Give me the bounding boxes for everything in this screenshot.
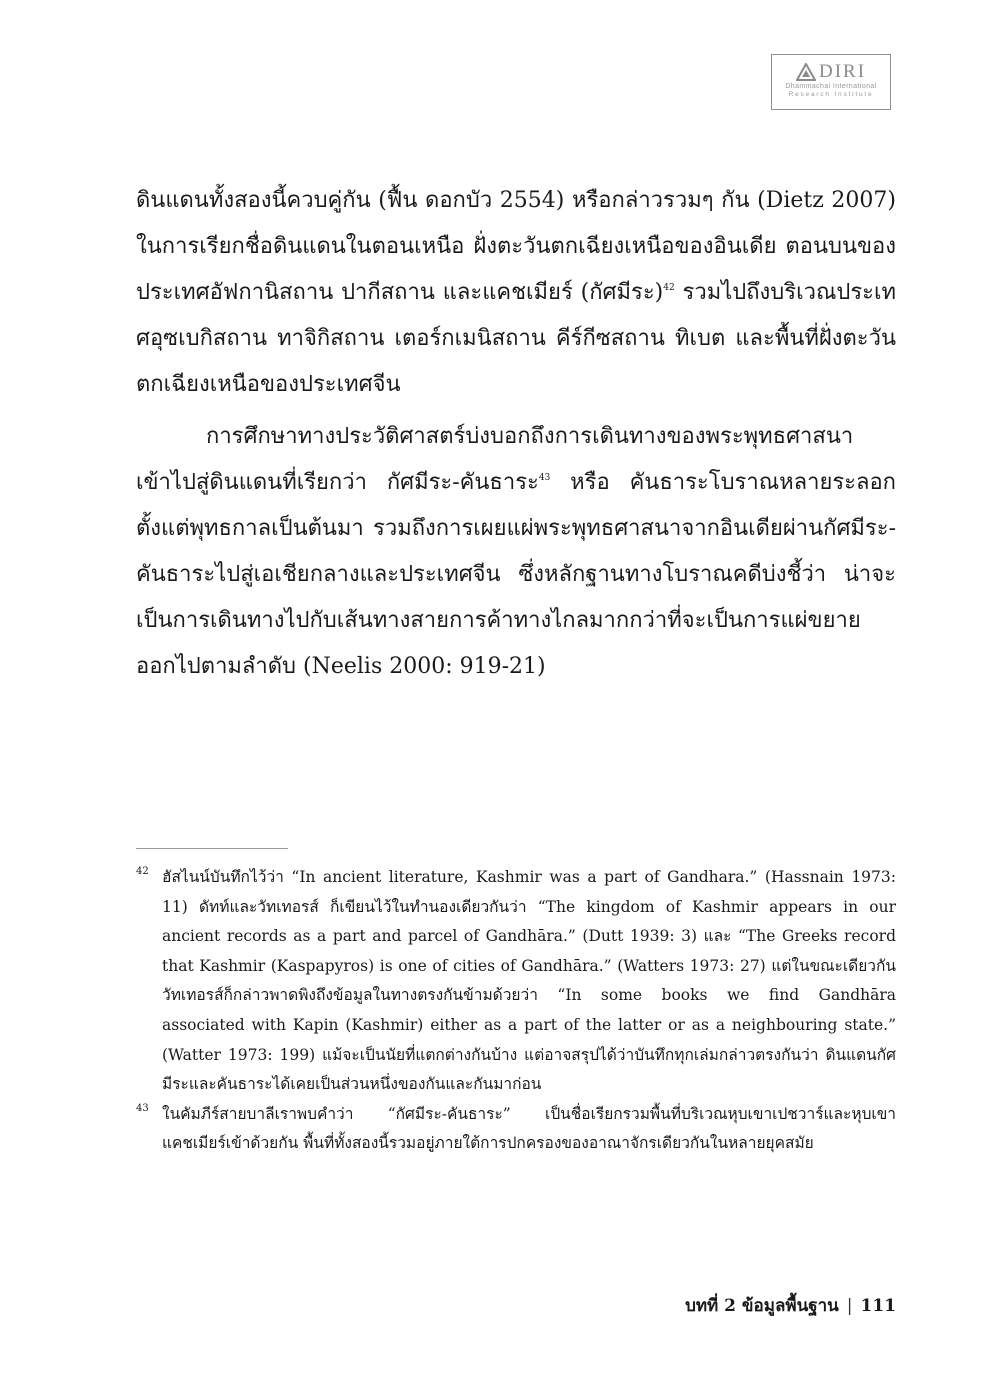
paragraph-2-text-cont: หรือ คันธาระโบราณหลายระลอก ตั้งแต่พุทธกาลเป็นต้นมา รวมถึงการเผยแผ่พระพุทธศาสนาจากอินเดียผ่านกัศมีระ-คันธาระไปสู่เอเชียกลางและประเทศจีน ซึ่งหลักฐานทางโบราณคดีบ่งชี้ว่า น่าจะเป็นการเดินทางไปกับเส้นทางสายการค้าทางไกลมากกว่าที่จะเป็นการแผ่ขยายออกไปตามลำดับ (Neelis 2000: 919-21) (136, 470, 896, 679)
footnote-number: 43 (136, 1102, 149, 1114)
logo-subtitle-2: Research Institute (788, 91, 874, 98)
footnote-ref-42[interactable]: 42 (663, 283, 675, 293)
footer-separator: | (846, 1296, 853, 1316)
footnote-ref-43[interactable]: 43 (538, 473, 551, 483)
footnote-42 (136, 863, 896, 1100)
footnote-text: ฮัสไนน์บันทึกไว้ว่า “In ancient literature, Kashmir was a part of Gandhara.” (Hassnain 1973: 11) ดัทท์และวัทเทอรส์ ก็เขียนไว้ในทำนองเดียวกันว่า “The kingdom of Kashmir appears in our ancient records as a part and parcel of Gandhāra.” (Dutt 1939: 3) และ “The Greeks record that Kashmir (Kaspapyros) is one of cities of Gandhāra.” (Watters 1973: 27) แต่ในขณะเดียวกัน วัทเทอรส์ก็กล่าวพาดพิงถึงข้อมูลในทางตรงกันข้ามด้วยว่า “In some books we find Gandhāra associated with Kapin (Kashmir) either as a part of the latter or as a neighbouring state.” (Watter 1973: 199) แม้จะเป็นนัยที่แตกต่างกันบ้าง แต่อาจสรุปได้ว่าบันทึกทุกเล่มกล่าวตรงกันว่า ดินแดนกัศมีระและคันธาระได้เคยเป็นส่วนหนึ่งของกันและกันมาก่อน (162, 868, 896, 1094)
diri-logo (771, 54, 891, 110)
paragraph-1-text-cont: รวมไปถึงบริเวณประเทศอุซเบกิสถาน ทาจิกิสถาน เตอร์กเมนิสถาน คีร์กีซสถาน ทิเบต และพื้นที่ฝั่งตะวันตกเฉียงเหนือของประเทศจีน (136, 280, 896, 397)
footnote-number: 42 (136, 866, 149, 877)
paragraph-2 (136, 414, 896, 690)
page-footer (560, 1292, 896, 1319)
footnote-divider (136, 848, 288, 849)
logo-subtitle: Dhammachai International (785, 83, 877, 90)
paragraph-1-text: ดินแดนทั้งสองนี้ควบคู่กัน (ฟื้น ดอกบัว 2554) หรือกล่าวรวมๆ กัน (Dietz 2007) ในการเรียกชื่อดินแดนในตอนเหนือ ฝั่งตะวันตกเฉียงเหนือของอินเดีย ตอนบนของประเทศอัฟกานิสถาน ปากีสถาน และแคชเมียร์ (กัศมีระ) (136, 188, 896, 305)
paragraph-1 (136, 178, 896, 408)
footnote-43 (136, 1100, 896, 1159)
footnotes (136, 863, 896, 1159)
footnote-text: ในคัมภีร์สายบาลีเราพบคำว่า “กัศมีระ-คันธาระ” เป็นชื่อเรียกรวมพื้นที่บริเวณหุบเขาเปชวาร์และหุบเขาแคชเมียร์เข้าด้วยกัน พื้นที่ทั้งสองนี้รวมอยู่ภายใต้การปกครองของอาณาจักรเดียวกันในหลายยุคสมัย (162, 1104, 896, 1153)
logo-wordmark: DIRI (818, 61, 867, 82)
chapter-title: บทที่ 2 ข้อมูลพื้นฐาน (685, 1296, 839, 1316)
page-number: 111 (860, 1296, 896, 1316)
paragraph-2-text: การศึกษาทางประวัติศาสตร์บ่งบอกถึงการเดินทางของพระพุทธศาสนาเข้าไปสู่ดินแดนที่เรียกว่า กัศมีระ-คันธาระ (136, 424, 854, 495)
triangle-logo-icon (796, 63, 816, 81)
main-text (136, 178, 896, 690)
